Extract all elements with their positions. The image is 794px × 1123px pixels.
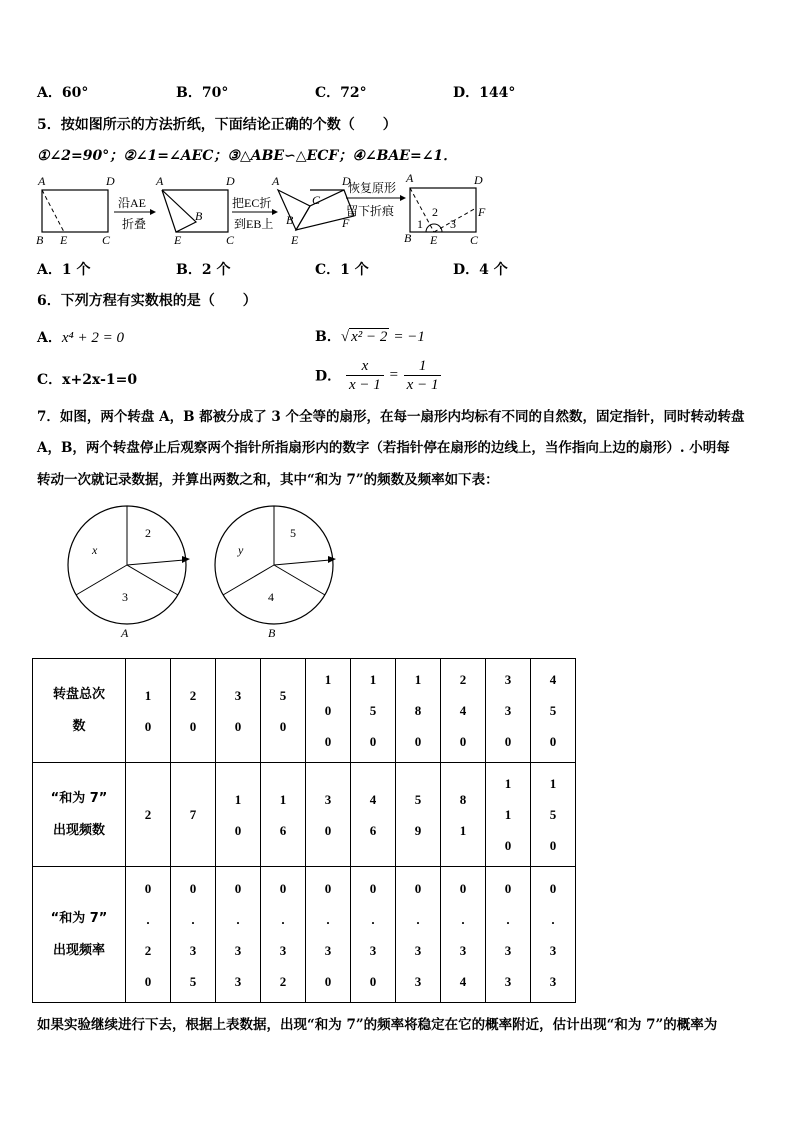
q6-a-equation: x⁴ + 2 = 0 — [61, 330, 124, 346]
arrow2-bottom: 到EB上 — [234, 217, 274, 231]
q7-line-2: A，B，两个转盘停止后观察两个指针所指扇形内的数字（若指针停在扇形的边线上，当作指向上边的扇形）. 小明每 — [37, 440, 730, 456]
total-cell: 1 0 — [126, 659, 171, 763]
freq-cell: 0 . 3 3 — [396, 867, 441, 1003]
p2-label-d: D — [226, 174, 235, 188]
spinner-a-sector-top: 2 — [145, 526, 151, 540]
row-head-freqs: “和为 7” 出现频率 — [33, 867, 126, 1003]
p4-label-b: B — [404, 231, 412, 245]
q4-option-a: A．60° — [37, 85, 89, 101]
p1-label-b: B — [36, 233, 44, 247]
q5-option-d: D．4 个 — [453, 262, 508, 278]
q6-stem: 6．下列方程有实数根的是（ ） — [37, 293, 257, 309]
count-cell: 1 1 0 — [486, 763, 531, 867]
total-cell: 3 0 — [216, 659, 261, 763]
q6-c-label: C． — [37, 372, 63, 388]
total-cell: 1 8 0 — [396, 659, 441, 763]
freq-cell: 0 . 3 3 — [486, 867, 531, 1003]
freq-cell: 0 . 3 0 — [351, 867, 396, 1003]
q4-option-c: C．72° — [315, 85, 367, 101]
q6-d-fraction-left: $\frac{x}{x - 1}$ — [346, 357, 384, 394]
spinner-a-caption: A — [121, 626, 129, 640]
p1-label-e: E — [60, 233, 68, 247]
q6-c-equation: x+2x-1=0 — [62, 372, 138, 388]
p4-label-d: D — [474, 173, 483, 187]
q5-stem: 5．按如图所示的方法折纸，下面结论正确的个数（ ） — [37, 117, 397, 133]
arrow2-top: 把EC折 — [232, 196, 272, 210]
p4-label-e: E — [430, 233, 438, 247]
p3-label-f: F — [342, 216, 350, 230]
count-cell: 3 0 — [306, 763, 351, 867]
count-cell: 7 — [171, 763, 216, 867]
p3-label-a: A — [272, 174, 280, 188]
p2-label-e: E — [174, 233, 182, 247]
total-cell: 3 3 0 — [486, 659, 531, 763]
table-row-totals — [33, 659, 576, 763]
p3-label-d: D — [342, 174, 351, 188]
total-cell: 1 0 0 — [306, 659, 351, 763]
count-cell: 8 1 — [441, 763, 486, 867]
spinner-b-sector-left: y — [238, 543, 244, 557]
spinner-a-sector-bottom: 3 — [122, 590, 128, 604]
q7-line-3: 转动一次就记录数据，并算出两数之和，其中“和为 7”的频数及频率如下表： — [37, 472, 499, 488]
count-cell: 1 0 — [216, 763, 261, 867]
p1-label-c: C — [102, 233, 111, 247]
p2-label-a: A — [156, 174, 164, 188]
q6-option-b: B．√ x² − 2 = −1 — [315, 329, 425, 345]
count-cell: 1 5 0 — [531, 763, 576, 867]
q7-line-1: 7．如图，两个转盘 A，B 都被分成了 3 个全等的扇形，在每一扇形内均标有不同的自然数，固定指针，同时转动转盘 — [37, 409, 745, 425]
q6-b-rhs: = −1 — [393, 329, 425, 345]
p3-label-e: E — [291, 233, 299, 247]
q6-option-a — [37, 327, 124, 347]
q6-option-d — [315, 357, 441, 394]
table-row-counts — [33, 763, 576, 867]
total-cell: 4 5 0 — [531, 659, 576, 763]
p2-label-b: B — [195, 209, 203, 223]
spinner-b-sector-top: 5 — [290, 526, 296, 540]
q6-a-label: A． — [37, 330, 62, 346]
freq-cell: 0 . 3 3 — [216, 867, 261, 1003]
q5-option-b: B．2 个 — [176, 262, 231, 278]
freq-cell: 0 . 2 0 — [126, 867, 171, 1003]
spinner-a-sector-left: x — [92, 543, 98, 557]
q6-b-label: B． — [315, 329, 341, 345]
count-cell: 2 — [126, 763, 171, 867]
q5-folding-figure — [34, 170, 504, 250]
total-cell: 1 5 0 — [351, 659, 396, 763]
spinner-b-caption: B — [268, 626, 276, 640]
q7-frequency-table — [32, 658, 576, 1003]
p4-label-c: C — [470, 233, 479, 247]
arrow1-top: 沿AE — [118, 196, 146, 210]
q7-footer: 如果实验继续进行下去，根据上表数据，出现“和为 7”的频率将稳定在它的概率附近，估计出现“和为 7”的概率为 — [37, 1017, 718, 1033]
freq-cell: 0 . 3 5 — [171, 867, 216, 1003]
p1-label-d: D — [106, 174, 115, 188]
arrow3-top: 恢复原形 — [348, 181, 397, 195]
freq-cell: 0 . 3 0 — [306, 867, 351, 1003]
q7-spinners-figure — [60, 500, 350, 645]
row-head-totals: 转盘总次 数 — [33, 659, 126, 763]
count-cell: 4 6 — [351, 763, 396, 867]
p4-angle-1: 1 — [417, 217, 423, 231]
arrow3-bottom: 留下折痕 — [346, 204, 395, 218]
q6-option-c — [37, 369, 137, 389]
spinner-a — [68, 506, 190, 640]
q6-d-fraction-right: $\frac{1}{x - 1}$ — [404, 357, 442, 394]
freq-cell: 0 . 3 2 — [261, 867, 306, 1003]
p4-label-a: A — [406, 171, 414, 185]
q5-option-a: A．1 个 — [37, 262, 91, 278]
q6-d-label: D． — [315, 368, 342, 385]
p3-label-c: C — [312, 193, 321, 207]
p3-label-b: B — [286, 213, 294, 227]
q6-b-radicand: x² − 2 — [351, 329, 388, 345]
q4-option-b: B．70° — [176, 85, 229, 101]
row-head-counts: “和为 7” 出现频数 — [33, 763, 126, 867]
p4-label-f: F — [478, 205, 486, 219]
p1-label-a: A — [38, 174, 46, 188]
q5-statements: ①∠2=90°；②∠1=∠AEC；③△ABE∽△ECF；④∠BAE=∠1． — [37, 148, 458, 164]
count-cell: 1 6 — [261, 763, 306, 867]
total-cell: 5 0 — [261, 659, 306, 763]
total-cell: 2 4 0 — [441, 659, 486, 763]
freq-cell: 0 . 3 3 — [531, 867, 576, 1003]
total-cell: 2 0 — [171, 659, 216, 763]
count-cell: 5 9 — [396, 763, 441, 867]
q6-d-equals: = — [388, 367, 399, 383]
q5-option-c: C．1 个 — [315, 262, 369, 278]
q4-option-d: D．144° — [453, 85, 516, 101]
freq-cell: 0 . 3 4 — [441, 867, 486, 1003]
spinner-b — [215, 506, 336, 640]
arrow1-bottom: 折叠 — [122, 217, 147, 231]
p4-angle-3: 3 — [450, 217, 456, 231]
p4-angle-2: 2 — [432, 205, 438, 219]
spinner-b-sector-bottom: 4 — [268, 590, 274, 604]
p2-label-c: C — [226, 233, 235, 247]
table-row-freqs — [33, 867, 576, 1003]
